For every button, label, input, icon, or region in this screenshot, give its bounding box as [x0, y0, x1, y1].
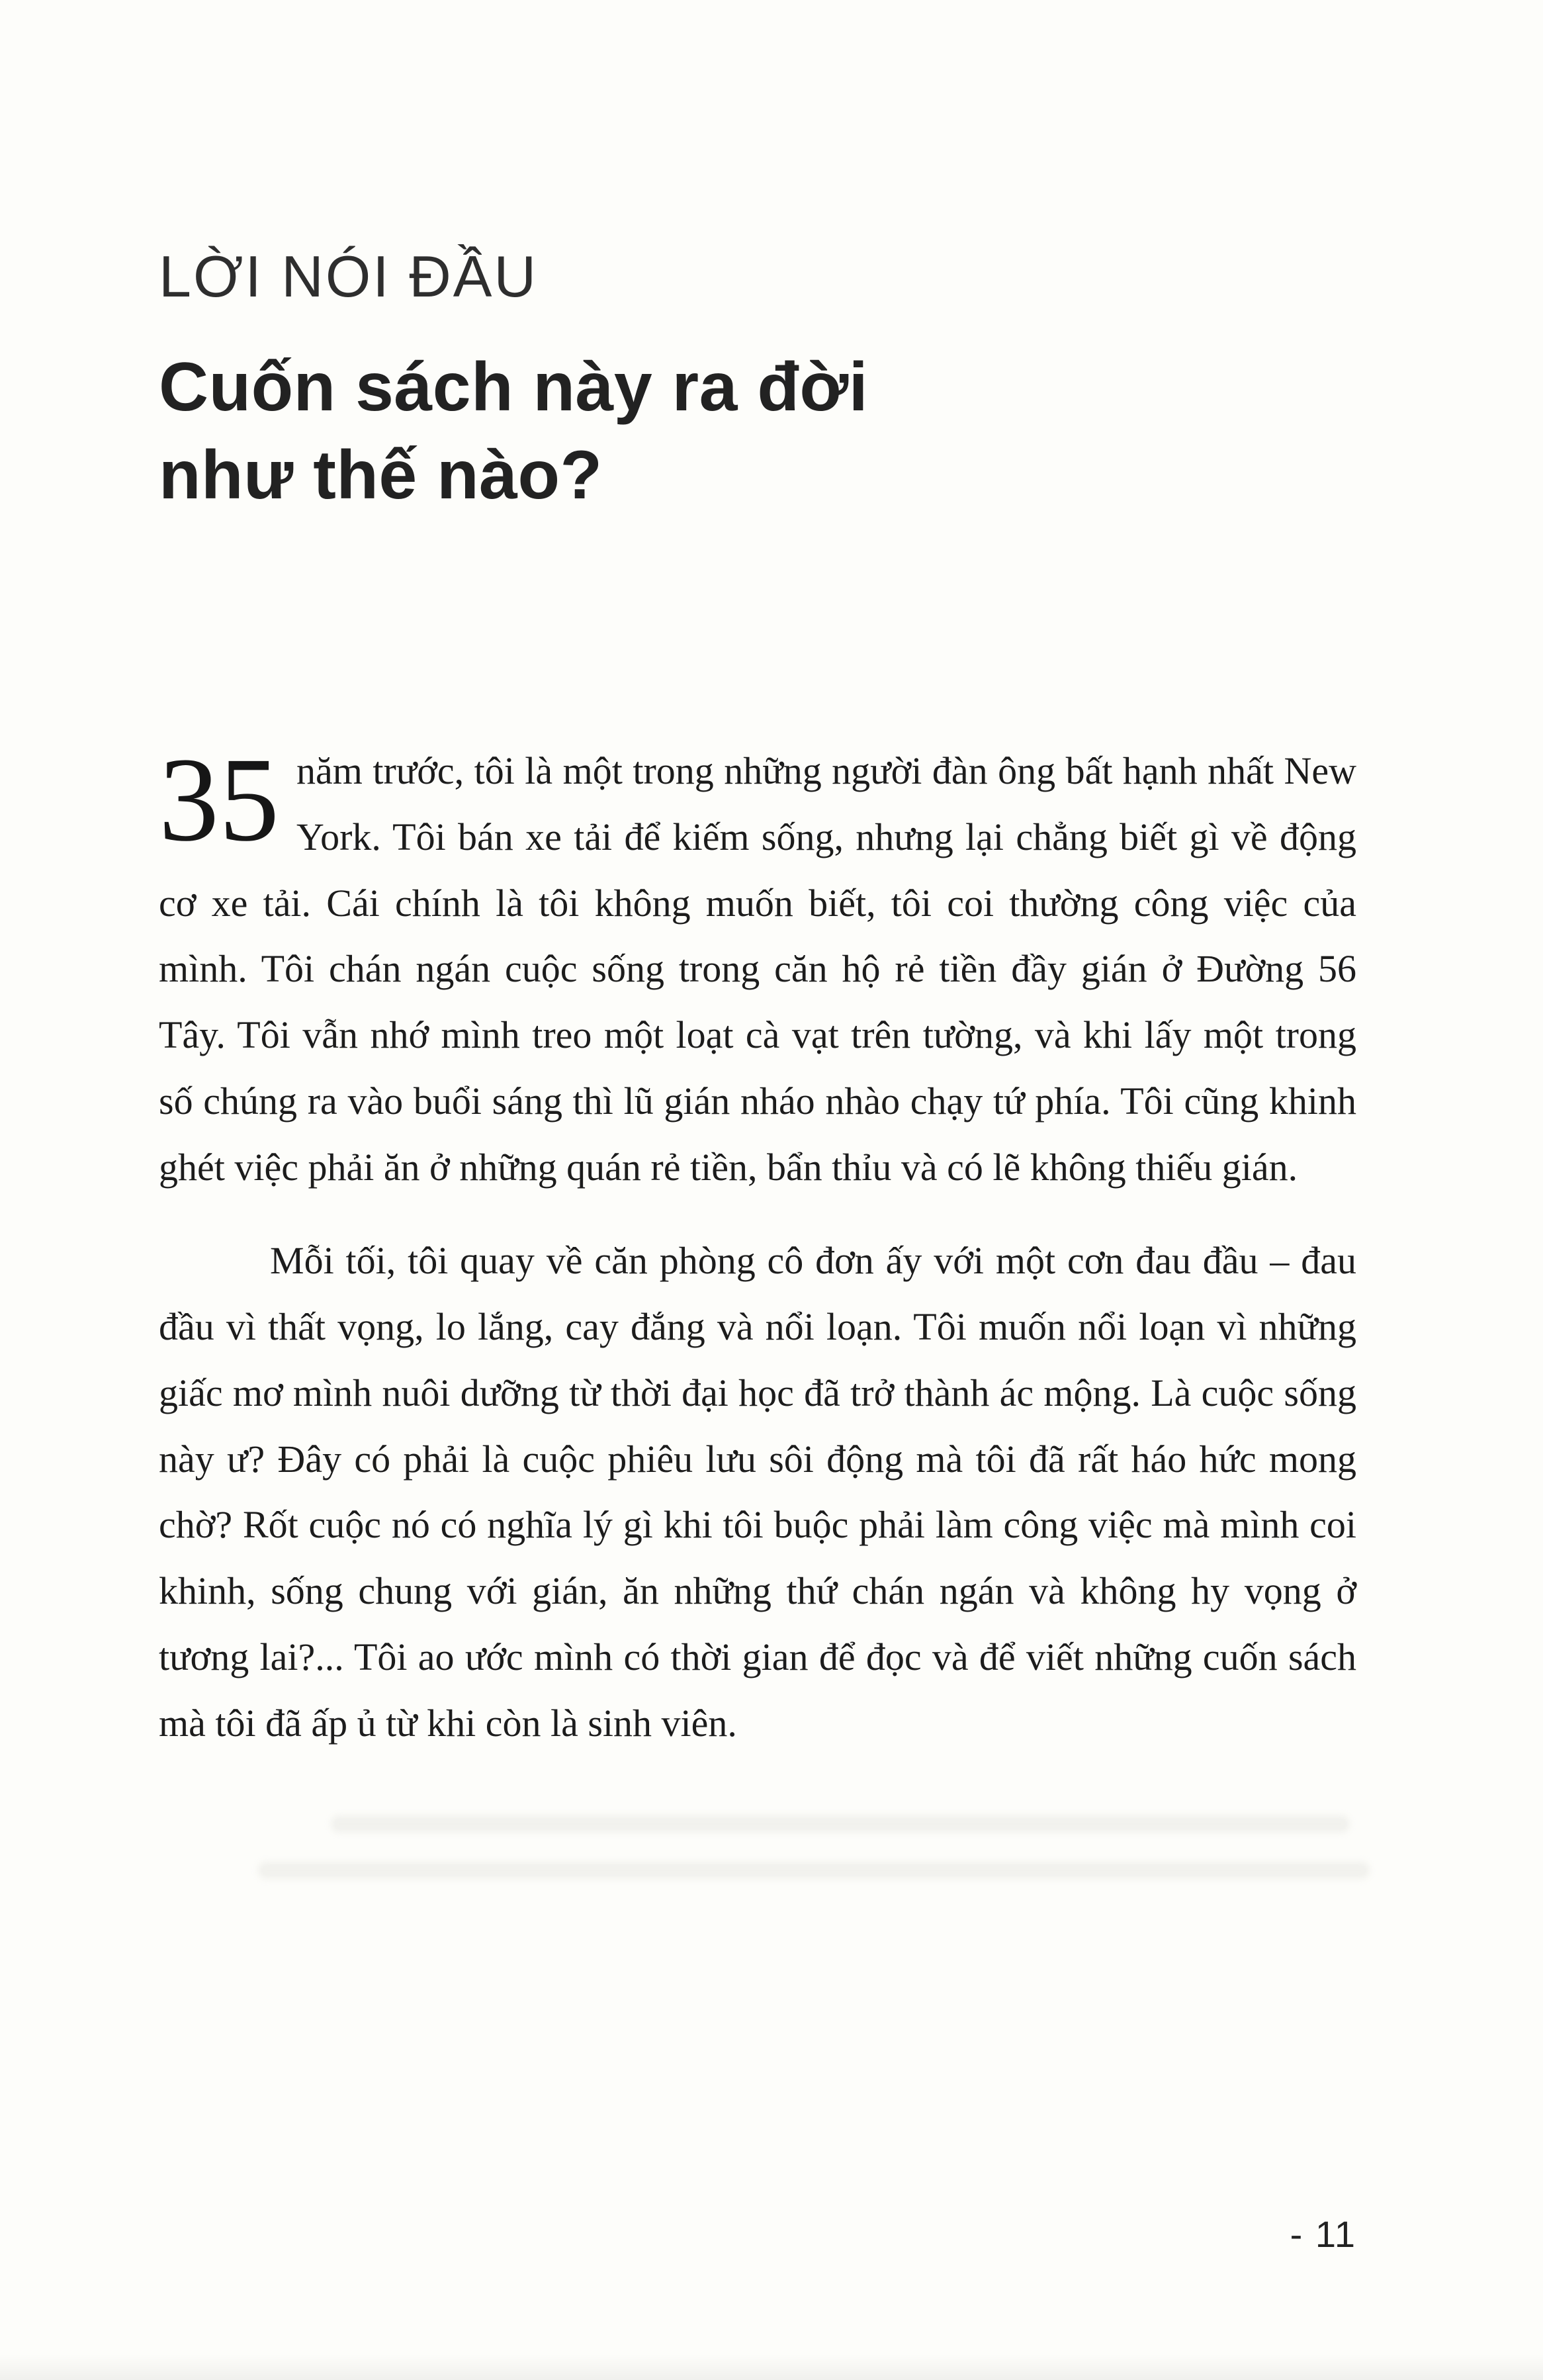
paragraph-1	[159, 733, 1356, 1200]
bleedthrough-line	[331, 1815, 1350, 1833]
chapter-title-line-2: như thế nào?	[159, 436, 603, 514]
section-kicker: LỜI NÓI ĐẦU	[159, 244, 538, 309]
page-bleedthrough	[159, 1815, 1356, 1879]
dropcap-number: 35	[159, 733, 279, 867]
paragraph-2: Mỗi tối, tôi quay về căn phòng cô đơn ấy với một cơn đau đầu – đau đầu vì thất vọng, lo lắng, cay đắng và nổi loạn. Tôi muốn nổi loạn vì những giấc mơ mình nuôi dưỡng từ thời đại học đã trở thành ác mộng. Là cuộc sống này ư? Đây có phải là cuộc phiêu lưu sôi động mà tôi đã rất háo hức mong chờ? Rốt cuộc nó có nghĩa lý gì khi tôi buộc phải làm công việc mà mình coi khinh, sống chung với gián, ăn những thứ chán ngán và không hy vọng ở tương lai?... Tôi ao ước mình có thời gian để đọc và để viết những cuốn sách mà tôi đã ấp ủ từ khi còn là sinh viên.	[159, 1239, 1356, 1745]
chapter-title	[159, 343, 1356, 520]
page-number: - 11	[1290, 2213, 1356, 2255]
paragraph-1-text: năm trước, tôi là một trong những người đàn ông bất hạnh nhất New York. Tôi bán xe tải để kiếm sống, nhưng lại chẳng biết gì về động cơ xe tải. Cái chính là tôi không muốn biết, tôi coi thường công việc của mình. Tôi chán ngán cuộc sống trong căn hộ rẻ tiền đầy gián ở Đường 56 Tây. Tôi vẫn nhớ mình treo một loạt cà vạt trên tường, và khi lấy một trong số chúng ra vào buổi sáng thì lũ gián nháo nhào chạy tứ phía. Tôi cũng khinh ghét việc phải ăn ở những quán rẻ tiền, bẩn thỉu và có lẽ không thiếu gián.	[159, 749, 1356, 1189]
chapter-title-line-1: Cuốn sách này ra đời	[159, 348, 869, 426]
bleedthrough-line	[258, 1862, 1370, 1879]
